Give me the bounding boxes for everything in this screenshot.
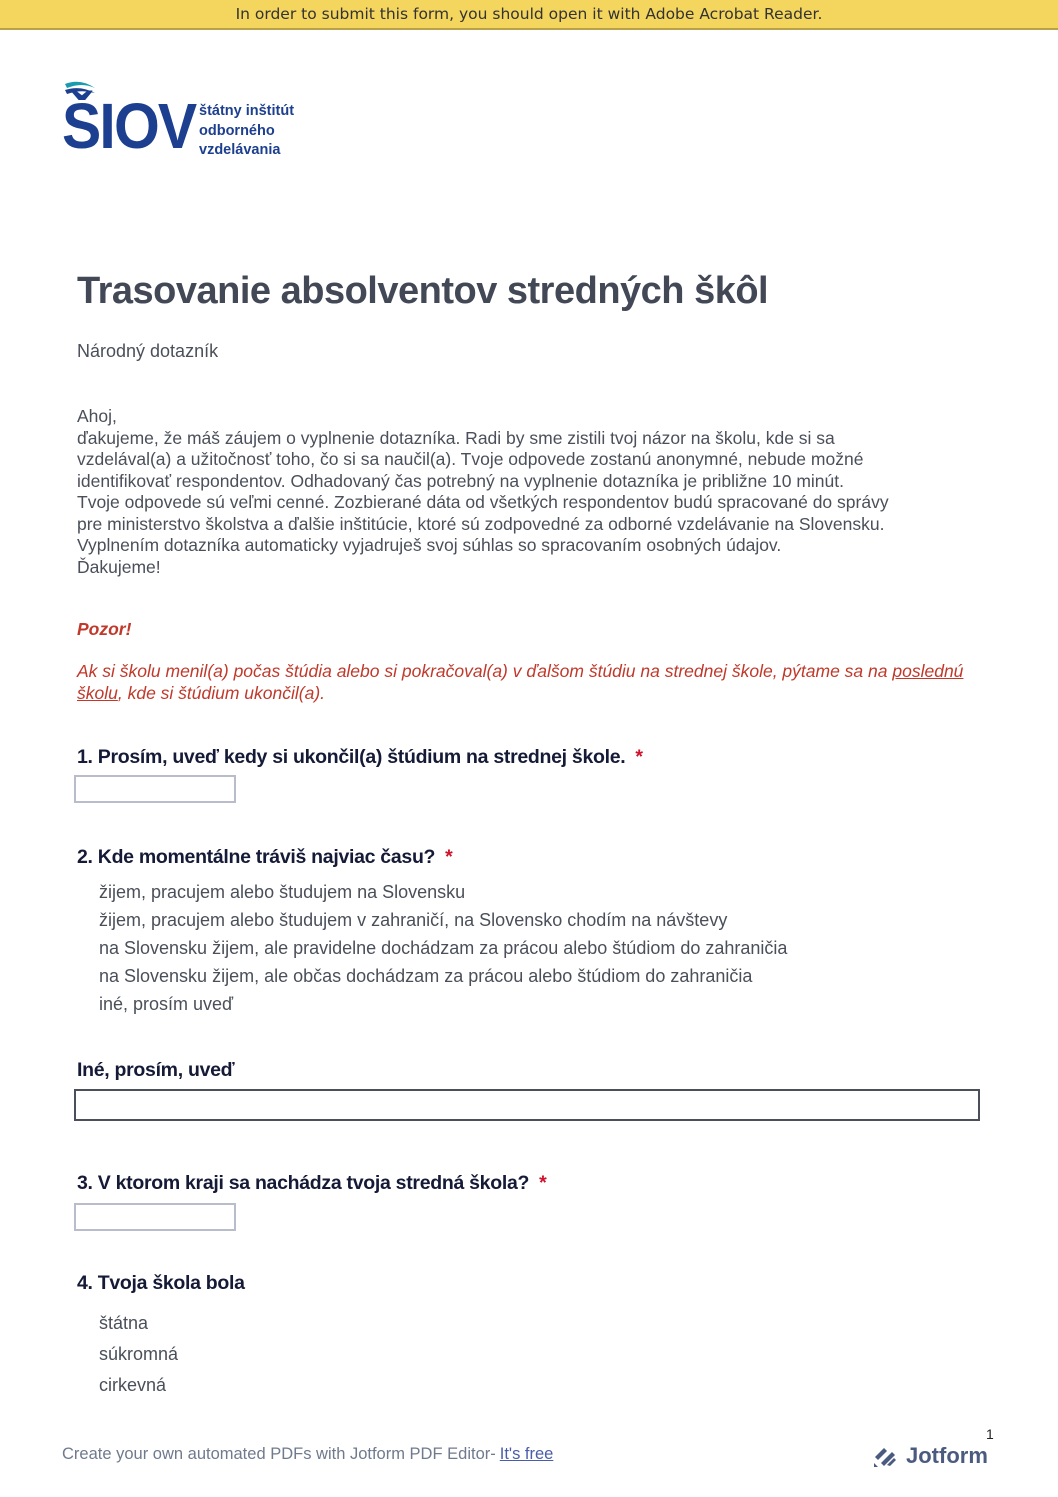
q2-label (77, 846, 452, 869)
q2-option[interactable]: iné, prosím uveď (99, 994, 234, 1014)
q2-option[interactable]: žijem, pracujem alebo študujem na Slovensku (99, 882, 466, 902)
q2-option[interactable]: na Slovensku žijem, ale pravidelne dochádzam za prácou alebo štúdiom do zahraničia (99, 938, 788, 958)
q3-region-select[interactable] (74, 1203, 236, 1231)
q4-label: 4. Tvoja škola bola (77, 1272, 245, 1294)
q2-other-label: Iné, prosím, uveď (77, 1059, 235, 1081)
q2-label-text: 2. Kde momentálne tráviš najviac času? (77, 846, 436, 868)
footer-link[interactable]: It's free (499, 1445, 554, 1463)
q1-label-text: 1. Prosím, uveď kedy si ukončil(a) štúdium na strednej škole. (77, 746, 626, 768)
q2-option[interactable]: žijem, pracujem alebo študujem v zahraničí, na Slovensko chodím na návštevy (99, 910, 728, 930)
jotform-icon (872, 1443, 898, 1469)
logo-wordmark: ŠIOV (62, 90, 196, 162)
intro-line: Ahoj, (77, 406, 117, 426)
q1-label (77, 746, 643, 769)
warning-text-part: Ak si školu menil(a) počas štúdia alebo si pokračoval(a) v ďalšom štúdiu na strednej škole, pýtame sa na (77, 661, 888, 681)
warning-heading: Pozor! (77, 619, 132, 639)
q3-label-text: 3. V ktorom kraji sa nachádza tvoja stredná škola? (77, 1172, 530, 1194)
logo-sub-line: vzdelávania (199, 142, 281, 158)
required-asterisk: * (539, 1172, 547, 1194)
intro-line: pre ministerstvo školstva a ďalšie inštitúcie, ktoré sú zodpovedné za odborné vzdelávanie na Slovensku. (77, 513, 885, 534)
intro-text (77, 406, 997, 578)
logo-sub-line: odborného (199, 122, 275, 139)
acrobat-notice-banner (0, 0, 1058, 30)
q4-option[interactable]: cirkevná (99, 1375, 167, 1395)
page-number: 1 (986, 1426, 994, 1442)
intro-line: Tvoje odpovede sú veľmi cenné. Zozbierané dáta od všetkých respondentov budú spracované do správy (77, 492, 889, 512)
q4-options (99, 1308, 178, 1401)
jotform-wordmark: Jotform (906, 1443, 988, 1468)
intro-line: ďakujeme, že máš záujem o vyplnenie dotazníka. Radi by sme zistili tvoj názor na školu, kde si sa (77, 427, 835, 448)
intro-line: Ďakujeme! (77, 556, 161, 577)
footer-text: Create your own automated PDFs with Jotform PDF Editor- (62, 1445, 496, 1463)
q4-option[interactable]: štátna (99, 1313, 149, 1333)
form-subtitle: Národný dotazník (77, 341, 219, 361)
form-title: Trasovanie absolventov stredných škôl (77, 270, 769, 312)
q1-date-input[interactable] (74, 775, 236, 803)
jotform-logo[interactable] (872, 1441, 998, 1471)
intro-line: identifikovať respondentov. Odhadovaný čas potrebný na vyplnenie dotazníka je približne 10 minút. (77, 470, 844, 491)
required-asterisk: * (445, 846, 453, 868)
logo-subtitle (199, 102, 294, 161)
required-asterisk: * (635, 746, 643, 768)
warning-emphasis: poslednú školu (77, 661, 964, 703)
logo-sub-line: štátny inštitút (199, 103, 295, 119)
warning-text-part: , kde si štúdium ukončil(a). (117, 682, 326, 703)
q2-options (99, 878, 787, 1018)
intro-line: vzdelával(a) a užitočnosť toho, čo si sa naučil(a). Tvoje odpovede zostanú anonymné, nebude možné (77, 449, 864, 469)
q4-option[interactable]: súkromná (99, 1344, 179, 1364)
banner-text: In order to submit this form, you should open it with Adobe Acrobat Reader. (235, 5, 823, 23)
warning-text (77, 661, 997, 704)
intro-line: Vyplnením dotazníka automaticky vyjadruješ svoj súhlas so spracovaním osobných údajov. (77, 535, 782, 555)
q2-other-input[interactable] (74, 1089, 980, 1121)
q3-label (77, 1172, 546, 1195)
footer-promo (62, 1445, 553, 1464)
siov-logo (62, 78, 302, 162)
q2-option[interactable]: na Slovensku žijem, ale občas dochádzam za prácou alebo štúdiom do zahraničia (99, 966, 753, 986)
